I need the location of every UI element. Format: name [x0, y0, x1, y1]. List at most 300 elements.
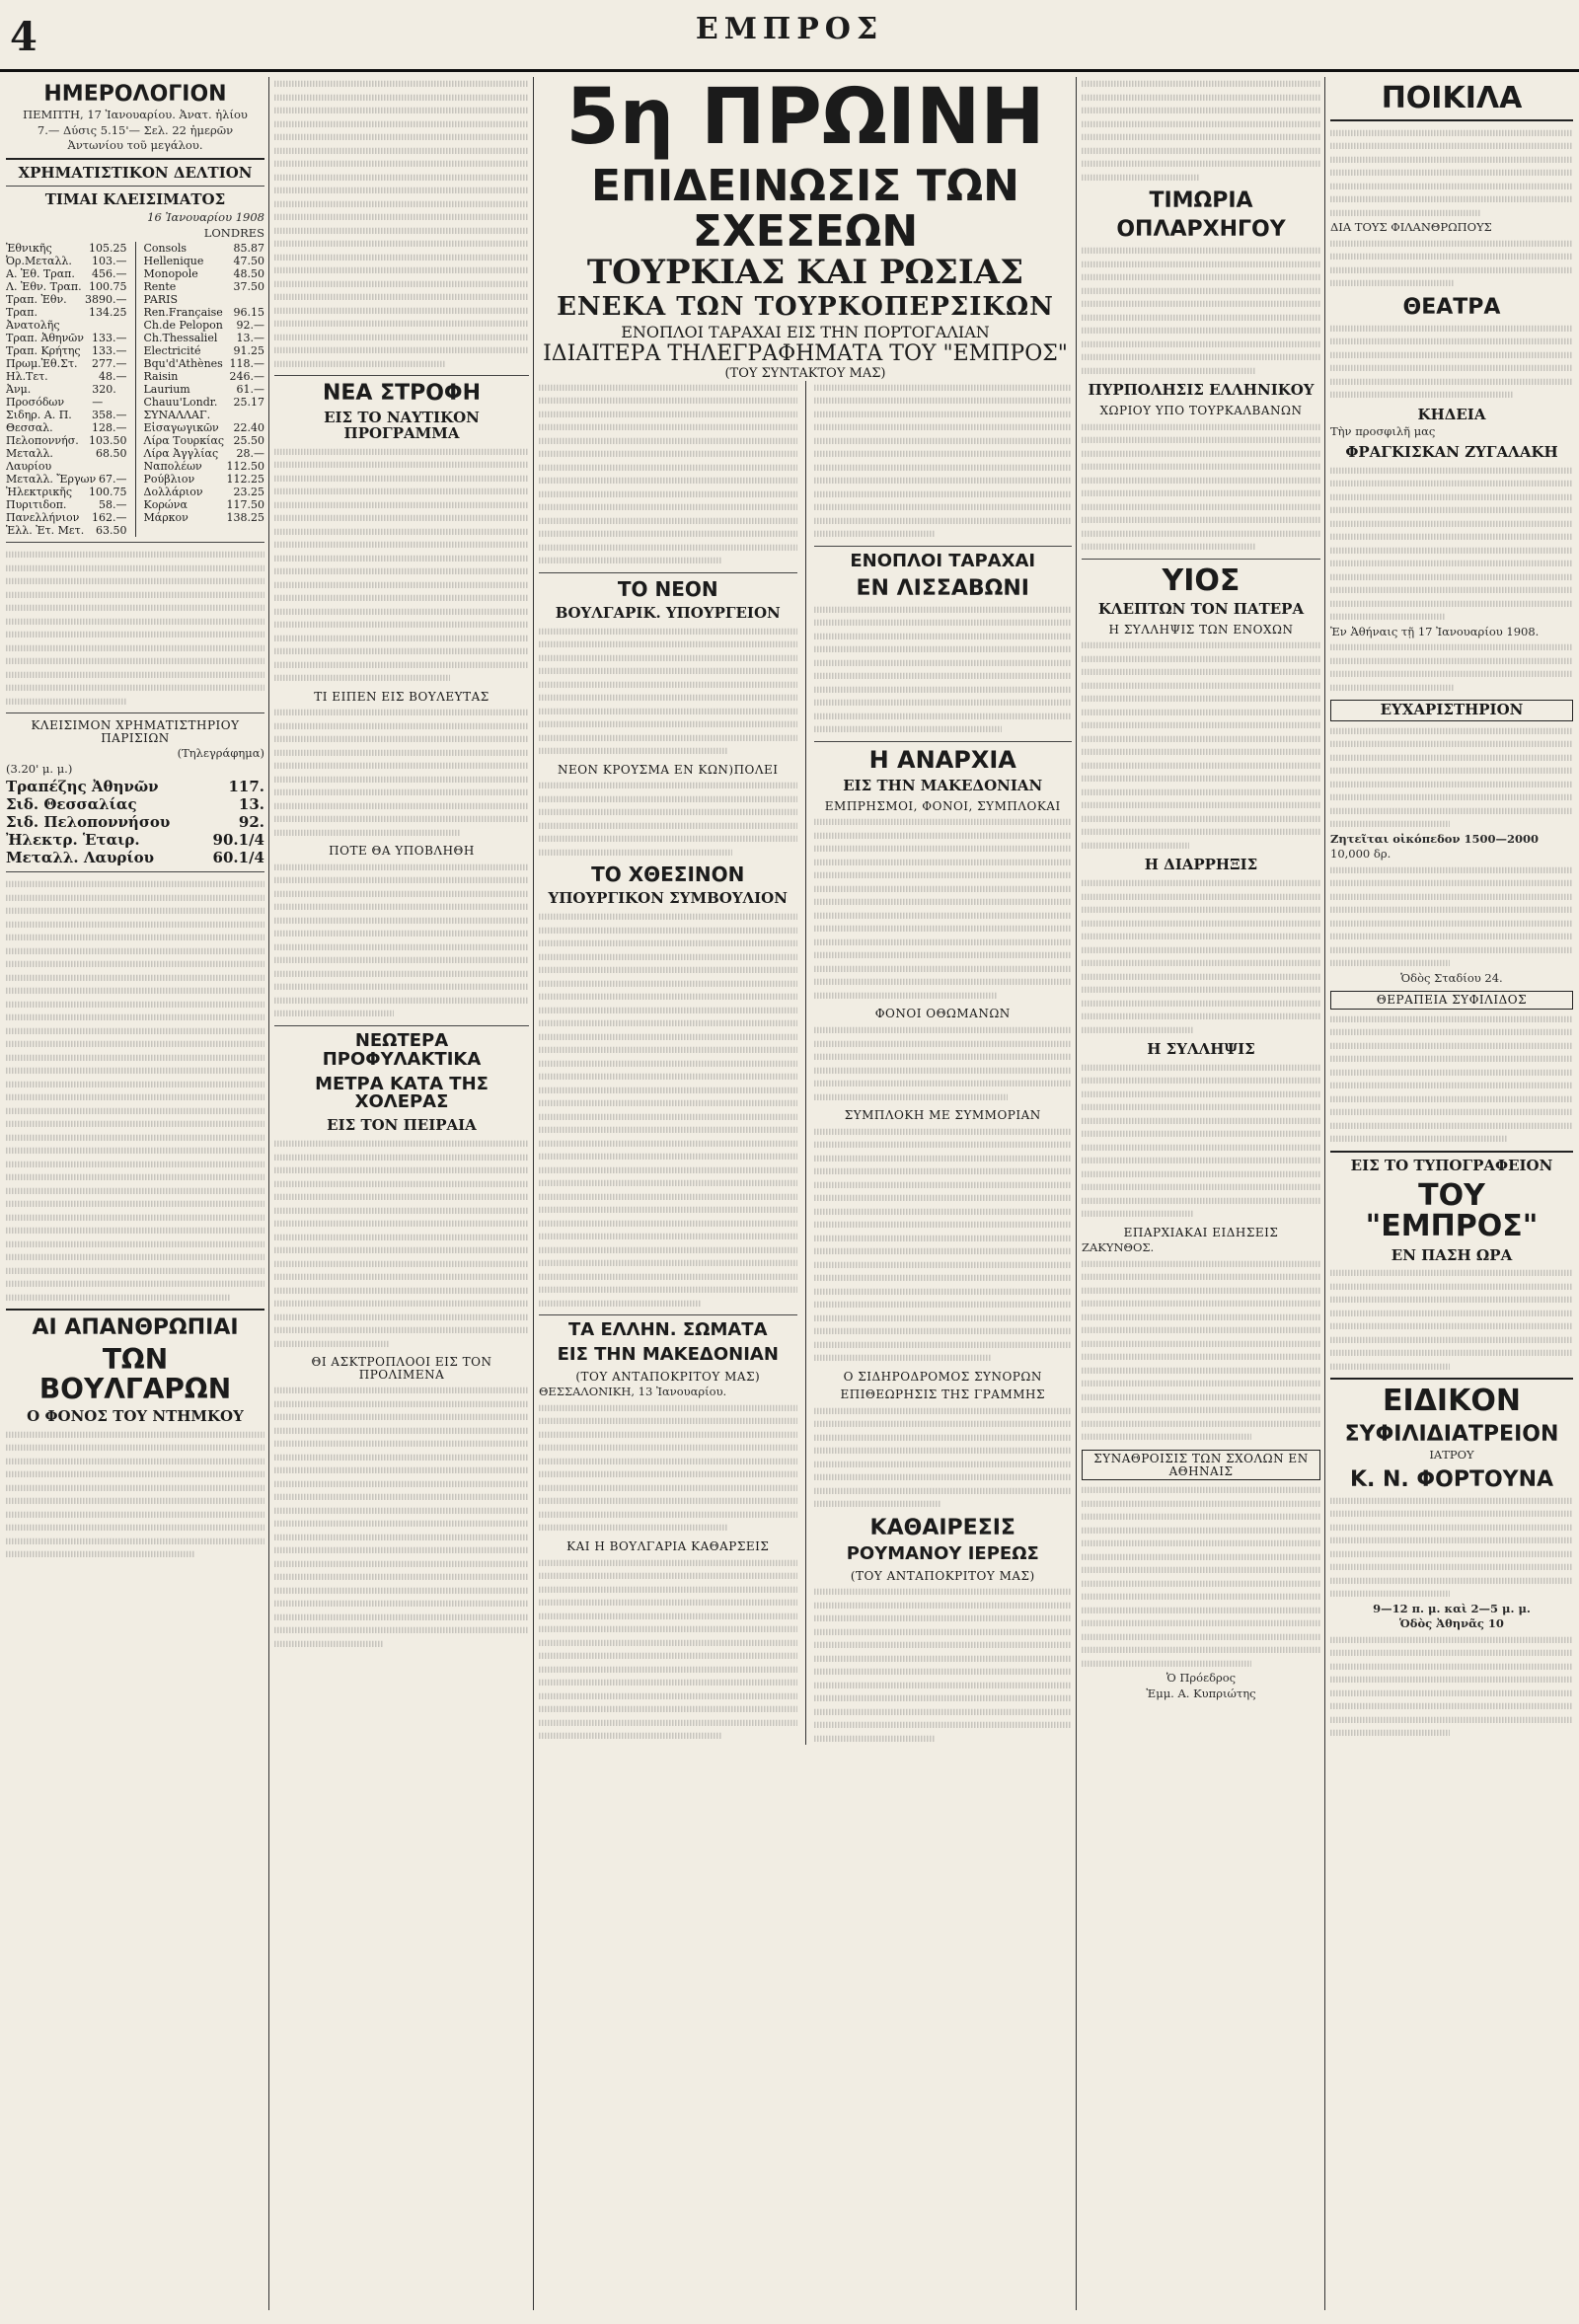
text-line [1330, 808, 1573, 814]
text-line [814, 438, 1073, 444]
body-text [1330, 1266, 1573, 1373]
lisbon-title: ΕΝΟΠΛΟΙ ΤΑΡΑΧΑΙ [850, 550, 1036, 571]
rate-row [144, 357, 265, 370]
text-line [274, 984, 529, 990]
rate-row [6, 524, 127, 537]
text-line [814, 1081, 1073, 1087]
rate-value: 48.50 [233, 267, 264, 281]
text-line [1330, 794, 1573, 800]
text-line [1330, 561, 1573, 566]
body-text [274, 445, 529, 685]
text-line [1082, 530, 1320, 536]
text-line [814, 939, 1073, 945]
text-line [539, 980, 797, 986]
rate-value: 92. [238, 813, 264, 832]
text-line [6, 658, 264, 664]
text-line [1082, 1274, 1320, 1280]
text-line [274, 635, 529, 640]
text-line [1082, 656, 1320, 662]
rate-label: Ἠλεκτρικῆς [6, 486, 73, 499]
rate-row [6, 473, 127, 486]
text-line [1330, 240, 1573, 246]
text-line [274, 595, 529, 601]
body-text [1082, 77, 1320, 184]
text-line [814, 1040, 1073, 1046]
text-line [814, 1589, 1073, 1595]
subcolumn-right [814, 381, 1073, 1745]
text-line [1330, 1350, 1573, 1356]
murder-title: Ο ΦΟΝΟΣ ΤΟΥ ΝΤΗΜΚΟΥ [27, 1407, 244, 1426]
paris-sub: (Τηλεγράφημα) [177, 746, 264, 761]
text-line [539, 1220, 797, 1226]
text-line [1082, 829, 1320, 835]
text-line [814, 1054, 1073, 1060]
divider [6, 158, 264, 160]
text-line [814, 1168, 1073, 1174]
text-line [814, 1656, 1073, 1662]
rate-label: Τραπέζης Ἀθηνῶν [6, 778, 159, 796]
text-line [1330, 1070, 1573, 1076]
text-line [1330, 782, 1573, 787]
body-text [539, 779, 797, 859]
text-line [814, 860, 1073, 865]
text-line [814, 966, 1073, 972]
rate-value: 105.25 [89, 242, 127, 256]
text-line [6, 988, 264, 994]
text-line [539, 385, 797, 391]
rate-row [144, 511, 265, 524]
bulgarians-title: ΤΩΝ ΒΟΥΛΓΑΡΩΝ [38, 1343, 232, 1405]
body-text [1330, 863, 1573, 970]
rate-row [6, 511, 127, 524]
rate-label: Ch.de Pelopon [143, 319, 223, 333]
text-line [1082, 736, 1320, 742]
text-line [539, 1180, 797, 1186]
ministry-title2: ΒΟΥΛΓΑΡΙΚ. ΥΠΟΥΡΓΕΙΟΝ [555, 603, 781, 622]
text-line [1082, 1104, 1320, 1110]
rate-value: 112.50 [226, 460, 264, 474]
divider [1330, 1378, 1573, 1380]
text-line [1330, 1703, 1573, 1709]
text-line [539, 398, 797, 404]
text-line [274, 307, 529, 313]
text-line [274, 161, 529, 167]
rate-value: 358.— [92, 409, 127, 422]
son-sub: Η ΣΥΛΛΗΨΙΣ ΤΩΝ ΕΝΟΧΩΝ [1108, 622, 1294, 637]
text-line [6, 591, 264, 597]
rate-value: 112.25 [226, 473, 264, 487]
text-line [274, 877, 529, 883]
body-text [6, 1428, 264, 1561]
text-line [814, 660, 1073, 666]
text-line [539, 1127, 797, 1133]
text-line [1082, 1065, 1320, 1071]
text-line [274, 1387, 529, 1393]
column-naval [274, 77, 529, 2314]
text-line [1082, 1301, 1320, 1307]
son-title: ΥΙΟΣ [1162, 562, 1241, 598]
text-line [274, 1274, 529, 1280]
text-line [274, 863, 529, 869]
text-line [539, 545, 797, 551]
text-line [1082, 1553, 1320, 1559]
text-line [274, 581, 529, 587]
text-line [274, 829, 460, 835]
text-line [1330, 481, 1573, 487]
text-line [539, 967, 797, 973]
divider [814, 741, 1073, 742]
text-line [1330, 392, 1513, 398]
text-line [1330, 921, 1573, 927]
atrocities-title: ΑΙ ΑΠΑΝΘΡΩΠΙΑΙ [32, 1315, 239, 1341]
text-line [1082, 1171, 1320, 1177]
rate-value: 246.— [229, 370, 264, 384]
rate-row [144, 460, 265, 473]
text-line [274, 608, 529, 614]
text-line [274, 1507, 529, 1513]
text-line [274, 488, 529, 494]
rate-value: 133.— [92, 344, 127, 358]
text-line [6, 685, 264, 691]
text-line [1082, 710, 1320, 715]
text-line [6, 1551, 194, 1557]
text-line [1330, 644, 1573, 650]
rate-label: Chauu'Londr. [143, 396, 218, 410]
main-headline: ΕΠΙΔΕΙΝΩΣΙΣ ΤΩΝ ΣΧΕΣΕΩΝ [590, 161, 1019, 258]
text-line [1082, 1261, 1320, 1267]
rate-label: Κορώνα [143, 498, 188, 512]
rate-label: Μεταλλ. Ἔργων [6, 473, 97, 487]
rate-row [6, 332, 127, 344]
text-line [274, 81, 529, 87]
body-text [814, 381, 1073, 541]
rate-row [6, 357, 127, 370]
text-line [6, 1041, 264, 1047]
text-line [1082, 1421, 1320, 1427]
body-text [539, 1401, 797, 1535]
text-line [6, 1121, 264, 1127]
rate-value: 85.87 [233, 242, 264, 256]
text-line [539, 721, 797, 727]
text-line [274, 1154, 529, 1160]
paris-bourse-title: ΚΛΕΙΣΙΜΟΝ ΧΡΗΜΑΤΙΣΤΗΡΙΟΥ ΠΑΡΙΣΙΩΝ [31, 718, 240, 745]
text-line [1082, 960, 1320, 966]
divider [1330, 1151, 1573, 1153]
text-line [1330, 600, 1573, 606]
text-line [814, 952, 1073, 958]
wanted-line2: 10,000 δρ. [1330, 847, 1391, 862]
divider [539, 1314, 797, 1315]
text-line [814, 1235, 1073, 1240]
print-title2: ΤΟΥ "ΕΜΠΡΟΣ" [1365, 1177, 1539, 1244]
divider [6, 871, 264, 872]
text-line [539, 518, 797, 524]
calendar-title: ΗΜΕΡΟΛΟΓΙΟΝ [43, 82, 227, 107]
body-text [814, 815, 1073, 1002]
body-text [539, 381, 797, 567]
text-line [539, 1459, 797, 1464]
text-line [814, 1142, 1073, 1148]
text-line [1082, 1198, 1320, 1204]
body-text [539, 1556, 797, 1743]
text-line [1330, 266, 1573, 272]
text-line [539, 1405, 797, 1411]
column-divider [268, 77, 269, 2310]
rate-value: 117.50 [226, 498, 264, 512]
text-line [1330, 1109, 1573, 1115]
rate-label: Rente [143, 280, 177, 294]
text-line [6, 1254, 264, 1260]
text-line [1330, 894, 1573, 900]
text-line [814, 646, 1073, 652]
doctor-name: Κ. Ν. ΦΟΡΤΟΥΝΑ [1349, 1466, 1554, 1492]
text-line [1330, 520, 1573, 526]
text-line [1330, 614, 1445, 620]
text-line [1330, 1677, 1573, 1683]
text-line [1082, 763, 1320, 769]
text-line [814, 1093, 1008, 1099]
text-line [1082, 1407, 1320, 1413]
print-title: ΕΙΣ ΤΟ ΤΥΠΟΓΡΑΦΕΙΟΝ [1350, 1156, 1553, 1174]
text-line [1330, 467, 1573, 473]
rate-row [6, 498, 127, 511]
text-line [814, 1408, 1073, 1414]
text-line [539, 451, 797, 457]
text-line [814, 1275, 1073, 1281]
body-text [814, 1585, 1073, 1745]
text-line [1082, 81, 1320, 87]
text-line [539, 1287, 797, 1293]
text-line [1330, 821, 1450, 827]
text-line [6, 1485, 264, 1491]
text-line [814, 1642, 1073, 1648]
text-line [6, 1094, 264, 1100]
text-line [6, 1267, 264, 1273]
text-line [814, 1488, 1073, 1494]
text-line [814, 846, 1073, 852]
text-line [274, 763, 529, 769]
rate-value: 91.25 [233, 344, 264, 358]
text-line [539, 1692, 797, 1698]
text-line [814, 451, 1073, 457]
text-line [274, 1327, 529, 1333]
text-line [1082, 174, 1199, 180]
print-title3: ΕΝ ΠΑΣΗ ΩΡΑ [1391, 1245, 1513, 1264]
text-line [1330, 170, 1573, 176]
text-line [274, 475, 529, 481]
text-line [1082, 749, 1320, 755]
text-line [814, 1462, 1073, 1467]
text-line [539, 1525, 727, 1531]
rate-row [144, 383, 265, 396]
text-line [1082, 1540, 1320, 1546]
text-line [539, 1193, 797, 1199]
text-line [539, 1485, 797, 1491]
text-line [6, 1512, 264, 1518]
rate-value: 28.— [236, 447, 264, 461]
rate-label: Πανελλήνιον [6, 511, 80, 525]
text-line [6, 921, 264, 927]
text-line [1082, 161, 1320, 167]
text-line [274, 1427, 529, 1433]
rate-label: Ἀνμ. Προσόδων [6, 383, 65, 410]
text-line [1082, 1091, 1320, 1097]
text-line [274, 722, 529, 728]
rate-label: Τραπ. Κρήτης [6, 344, 81, 358]
text-line [6, 947, 264, 953]
rates-table [6, 242, 264, 537]
philanthropists: ΔΙΑ ΤΟΥΣ ΦΙΛΑΝΘΡΩΠΟΥΣ [1330, 220, 1492, 234]
body-text [1330, 724, 1573, 831]
text-line [814, 1722, 1073, 1728]
text-line [814, 1421, 1073, 1427]
text-line [539, 1680, 797, 1686]
text-line [539, 1047, 797, 1053]
text-line [814, 634, 1073, 639]
body-text [814, 1404, 1073, 1511]
clinic-sub: ΙΑΤΡΟΥ [1429, 1448, 1474, 1462]
punish-title2: ΟΠΛΑΡΧΗΓΟΥ [1116, 217, 1286, 243]
text-line [1082, 1368, 1320, 1374]
text-line [1082, 1354, 1320, 1360]
text-line [6, 605, 264, 611]
text-line [539, 1100, 797, 1106]
text-line [1330, 254, 1573, 260]
rate-row [6, 306, 127, 332]
text-line [1330, 1323, 1573, 1329]
text-line [274, 749, 529, 755]
text-line [539, 504, 797, 510]
text-line [1330, 1564, 1573, 1570]
rate-row [144, 421, 265, 434]
text-line [6, 698, 127, 704]
rate-label: Ηλ.Τετ. [6, 370, 48, 384]
text-line [1330, 156, 1573, 162]
text-line [6, 1498, 264, 1504]
rate-label: Λ. Ἐθν. Τραπ. [6, 280, 82, 294]
text-line [539, 438, 797, 444]
text-line [6, 644, 264, 650]
rate-value: 277.— [92, 357, 127, 371]
text-line [1082, 544, 1256, 550]
text-line [274, 1011, 394, 1016]
calendar-line: ΠΕΜΠΤΗ, 17 Ἰανουαρίου. Ἀνατ. ἡλίου [23, 108, 248, 122]
text-line [1082, 1184, 1320, 1190]
quake-title: ΝΕΟΝ ΚΡΟΥΣΜΑ ΕΝ ΚΩΝ)ΠΟΛΕΙ [557, 762, 779, 777]
rate-row [6, 293, 127, 306]
text-line [274, 200, 529, 206]
text-line [1082, 1013, 1320, 1019]
rate-label: Λίρα Τουρκίας [143, 434, 225, 448]
text-line [814, 1695, 1073, 1701]
column-divider [533, 77, 534, 2310]
body-text [1082, 420, 1320, 554]
text-line [814, 1222, 1073, 1228]
text-line [1330, 1083, 1573, 1088]
rate-row [6, 447, 127, 473]
text-line [1330, 1136, 1508, 1142]
text-line [814, 1128, 1073, 1134]
text-line [539, 1260, 797, 1266]
text-line [274, 528, 529, 534]
text-line [6, 671, 264, 677]
text-line [1330, 907, 1573, 913]
text-line [274, 214, 529, 220]
text-line [539, 1273, 797, 1279]
text-line [539, 809, 797, 815]
text-line [274, 1640, 384, 1646]
rate-row [6, 831, 264, 849]
text-line [1082, 1394, 1320, 1400]
text-line [274, 515, 529, 521]
text-line [814, 1314, 1073, 1320]
rate-label: Μάρκον [143, 511, 188, 525]
divider [274, 375, 529, 376]
text-line [539, 1471, 797, 1477]
text-line [814, 1027, 1073, 1033]
text-line [274, 1560, 529, 1566]
text-line [1330, 338, 1573, 344]
rate-label: Σιδ. Θεσσαλίας [6, 795, 137, 814]
text-line [1082, 1647, 1320, 1653]
text-line [274, 174, 529, 180]
text-line [1330, 934, 1573, 939]
rate-label: Δολλάριον [143, 486, 203, 499]
text-line [539, 1246, 797, 1252]
text-line [1082, 134, 1320, 140]
rate-row [6, 242, 127, 255]
text-line [539, 681, 797, 687]
rate-value: 456.— [92, 267, 127, 281]
text-line [814, 979, 1073, 985]
text-line [1330, 129, 1573, 135]
text-line [539, 641, 797, 647]
paris-rates-list [6, 778, 264, 866]
railway-title: Ο ΣΙΔΗΡΟΔΡΟΜΟΣ ΣΥΝΟΡΩΝ [843, 1369, 1042, 1384]
rate-label: PARIS [143, 293, 178, 307]
cleanup-title: ΚΑΙ Η ΒΟΥΛΓΑΡΙΑ ΚΑΘΑΡΣΕΙΣ [566, 1538, 770, 1553]
text-line [6, 908, 264, 914]
text-line [539, 1626, 797, 1632]
body-text [1082, 638, 1320, 852]
rate-row [144, 409, 265, 421]
rate-row [6, 486, 127, 498]
text-line [539, 1432, 797, 1438]
text-line [274, 108, 529, 113]
rate-label: Laurium [143, 383, 190, 397]
masthead [0, 0, 1579, 72]
rate-label: Ἐθνικῆς [6, 242, 52, 256]
text-line [274, 1301, 529, 1307]
text-line [1330, 1511, 1573, 1517]
text-line [1330, 1016, 1573, 1022]
body-text [1082, 1257, 1320, 1444]
text-line [6, 1538, 264, 1544]
text-line [274, 816, 529, 822]
rates-left-list [6, 242, 127, 537]
text-line [539, 1166, 797, 1172]
lisbon-title2: ΕΝ ΛΙΣΣΑΒΩΝΙ [856, 575, 1029, 601]
text-line [814, 687, 1073, 693]
text-line [274, 542, 529, 548]
address-line: Ὁδὸς Ἀθηνᾶς 10 [1399, 1616, 1504, 1631]
text-line [274, 334, 529, 339]
rate-label: Τραπ. Ἀθηνῶν [6, 332, 84, 345]
text-line [6, 1240, 264, 1246]
divider [6, 712, 264, 713]
text-line [274, 187, 529, 193]
rate-value: 118.— [229, 357, 264, 371]
